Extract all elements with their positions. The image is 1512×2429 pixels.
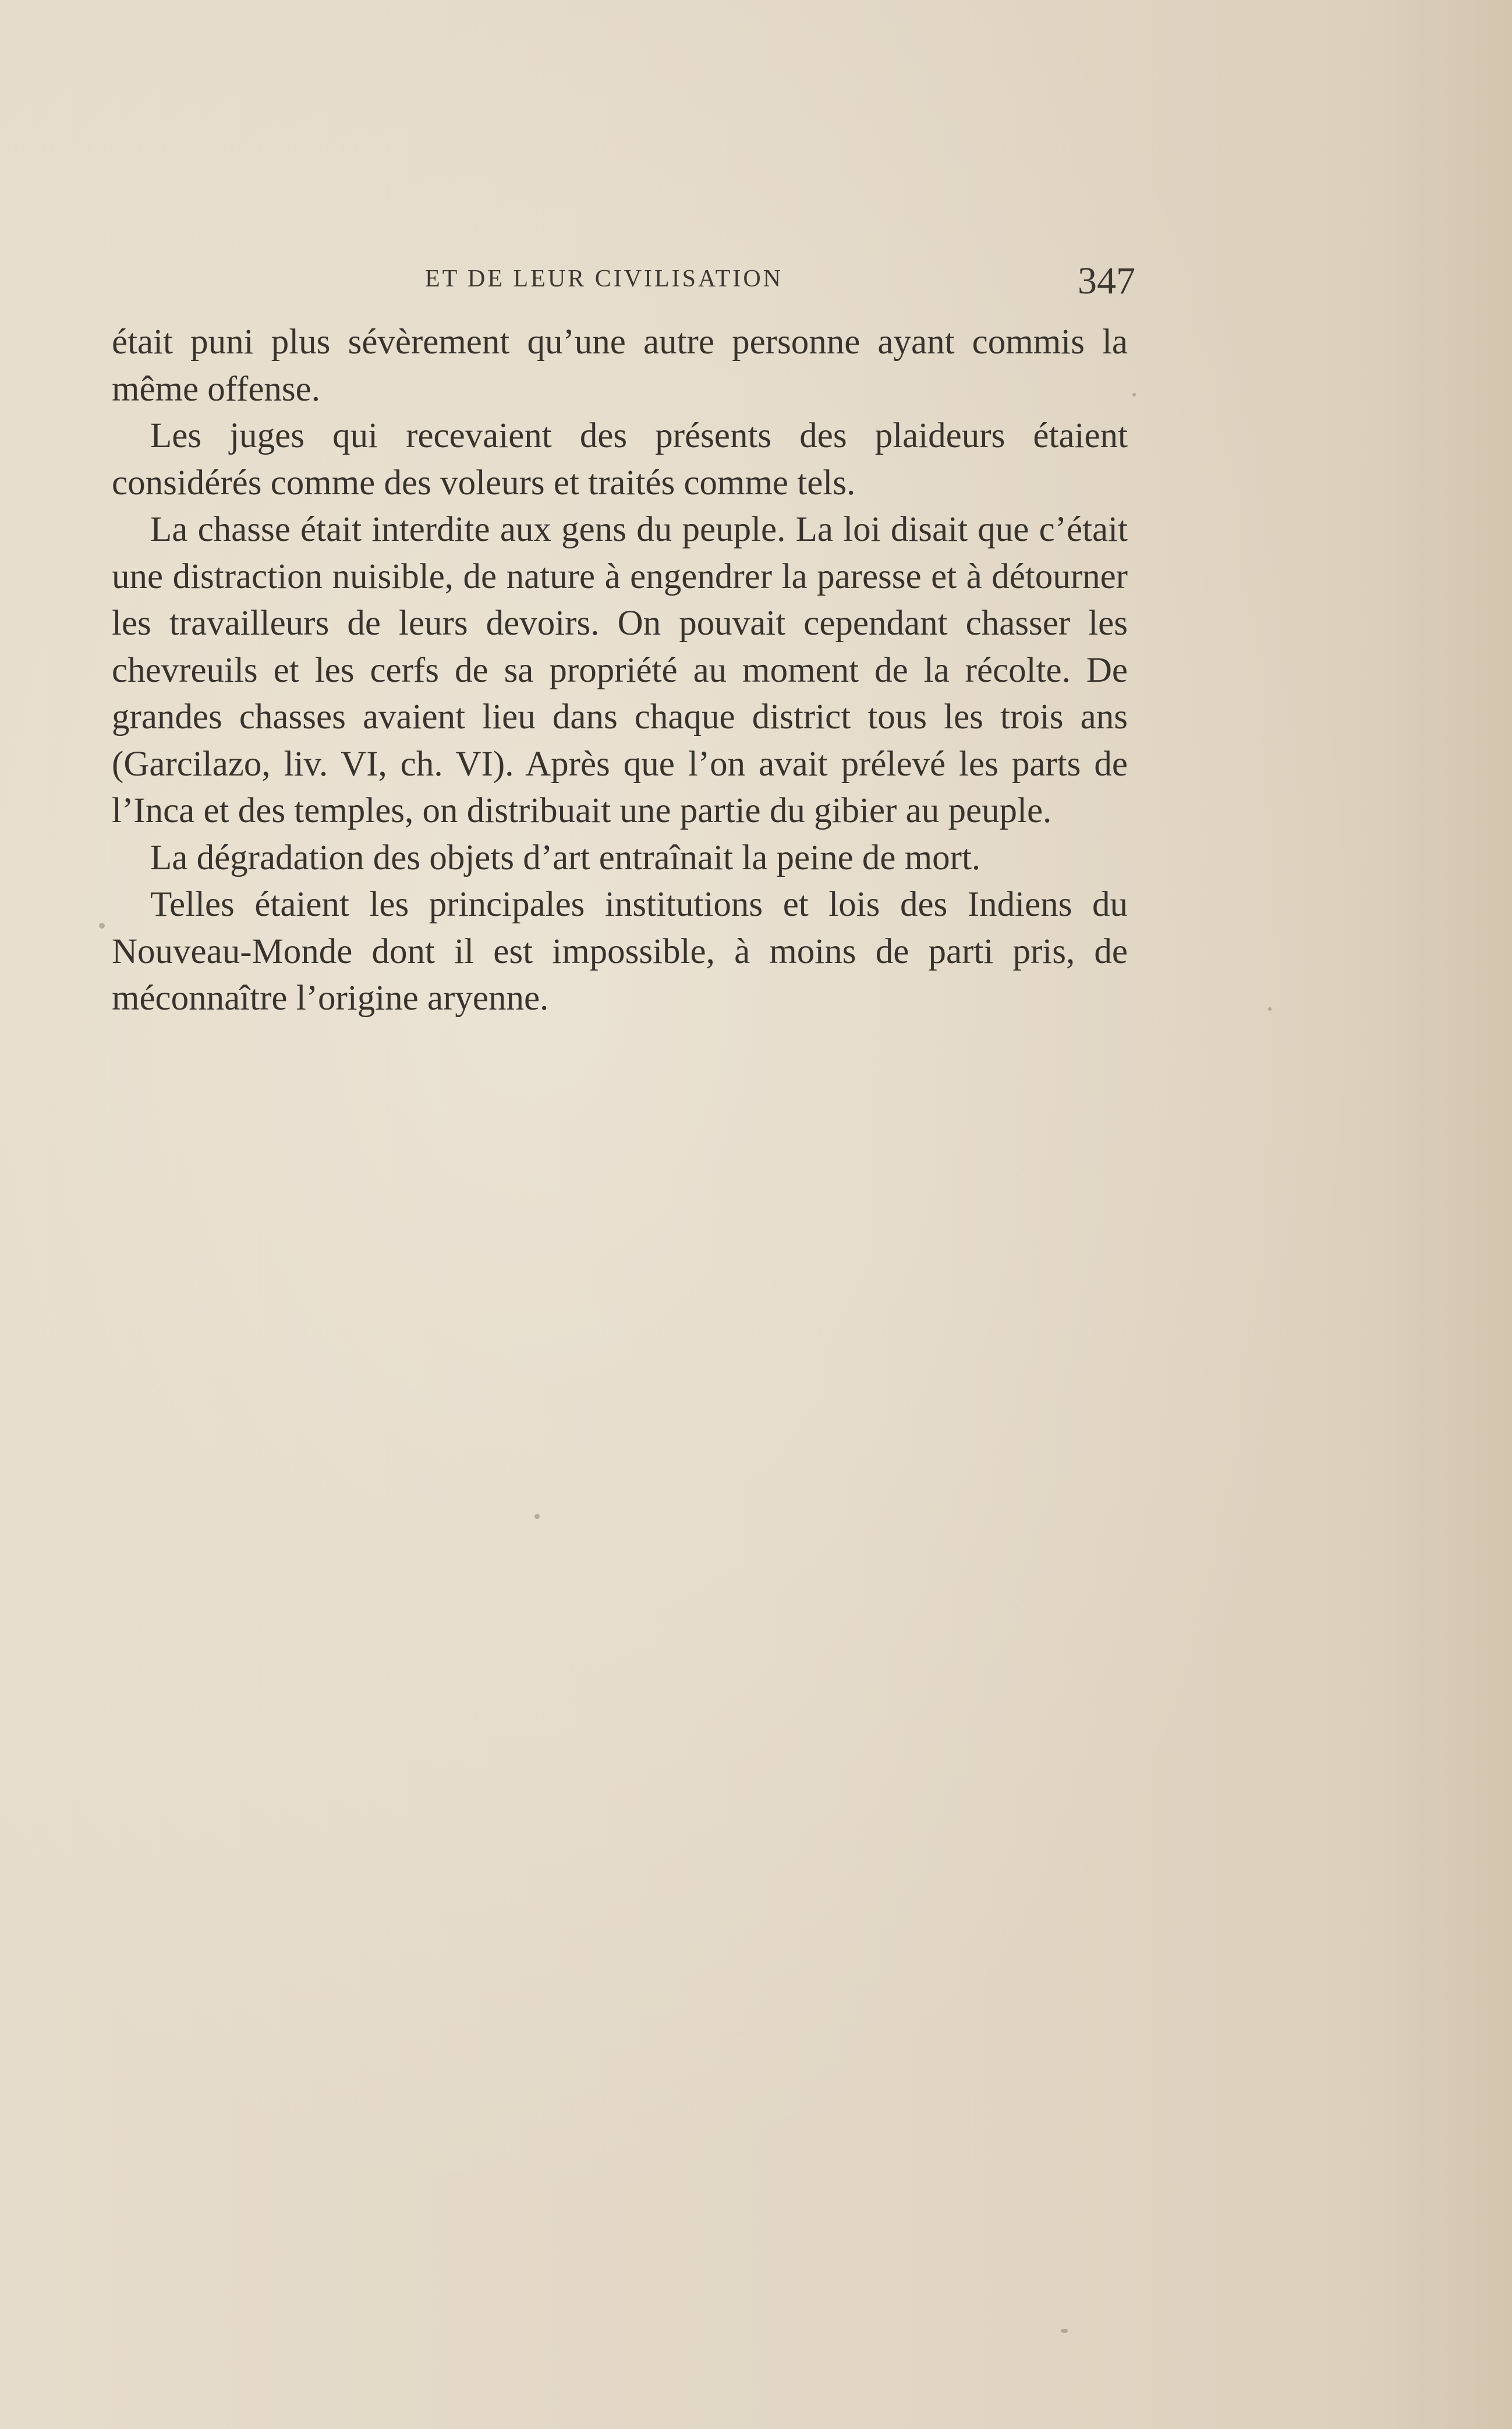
running-title: ET DE LEUR CIVILISATION — [425, 265, 783, 292]
paper-speck — [1132, 393, 1136, 396]
paragraph-art-degradation: La dégradation des objets d’art entraînait la peine de mort. — [150, 838, 981, 877]
paragraph-judges: Les juges qui recevaient des présents des plaideurs étaient considérés comme des voleurs et traités comme tels. — [112, 416, 1128, 502]
running-head — [111, 259, 1135, 306]
paragraph-continuation: était puni plus sévèrement qu’une autre personne ayant commis la même offense. — [112, 323, 1128, 409]
paragraph-hunting: La chasse était interdite aux gens du peuple. La loi disait que c’était une distraction nuisible, de nature à engendrer la paresse et à détourner les travailleurs de leurs devoirs. On pouvait cependant chasser les chevreuils et les cerfs de sa propriété au moment de la récolte. De grandes chasses avaient lieu dans chaque district tous les trois ans (Garcilazo, liv. VI, ch. VI). Après que l’on avait prélevé les parts de l’Inca et des temples, on distribuait une partie du gibier au peuple. — [112, 510, 1128, 830]
paper-speck — [99, 923, 105, 929]
paper-speck — [534, 1514, 540, 1519]
page-number: 347 — [1078, 260, 1135, 302]
body-text — [112, 319, 1128, 1022]
paragraph-conclusion: Telles étaient les principales institutions et lois des Indiens du Nouveau-Monde dont il est impossible, à moins de parti pris, de méconnaître l’origine aryenne. — [112, 885, 1128, 1018]
paper-speck — [1268, 1007, 1272, 1011]
paper-speck — [1061, 2329, 1068, 2333]
